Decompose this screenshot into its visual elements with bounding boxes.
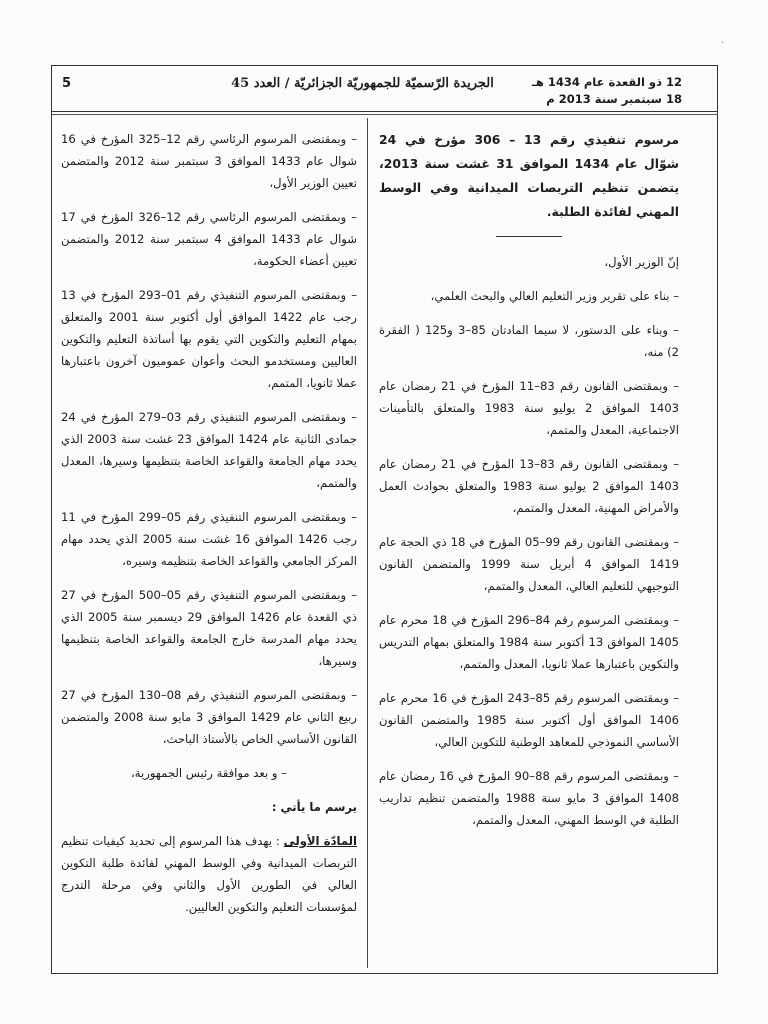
issue-date [522,74,682,108]
preamble-line: – وبمقتضى المرسوم التنفيذي رقم 05–500 المؤرخ في 27 ذي القعدة عام 1426 الموافق 29 ديسمبر سنة 2005 الذي يحدد مهام المدرسة خارج الجامعة والقواعد الخاصة بتنظيمها وسيرها، [61,588,357,668]
article-heading: المادّة الأولى [283,834,358,848]
preamble-line: إنّ الوزير الأول، [604,255,679,269]
decree-formula: يرسم ما يأتي : [271,800,357,814]
decree-title: مرسوم تنفيذي رقم 13 – 306 مؤرخ في 24 شوّال عام 1434 الموافق 31 غشت سنة 2013، يتضمن تنظيم التربصات الميدانية وفي الوسط المهني لفائدة الطلبة. [379,132,680,219]
preamble-line: – وبمقتضى المرسوم الرئاسي رقم 12–325 المؤرخ في 16 شوال عام 1433 الموافق 3 سبتمبر سنة 2012 والمتضمن تعيين الوزير الأول، [61,132,358,190]
gazette-title: الجريدة الرّسميّة للجمهوريّة الجزائريّة / العدد 45 [231,76,494,91]
preamble-line: – وبمقتضى المرسوم التنفيذي رقم 03–279 المؤرخ في 24 جمادى الثانية عام 1424 الموافق 23 غشت سنة 2003 الذي يحدد مهام الجامعة والقواعد الخاصة بتنظيمها وسيرها، المعدل والمتمم، [61,410,358,490]
preamble-line: – وبمقتضى المرسوم الرئاسي رقم 12–326 المؤرخ في 17 شوال عام 1433 الموافق 4 سبتمبر سنة 2012 والمتضمن تعيين أعضاء الحكومة، [61,210,358,268]
column-divider [367,118,368,968]
preamble-line: – وبمقتضى القانون رقم 83–11 المؤرخ في 21 رمضان عام 1403 الموافق 2 يوليو سنة 1983 والمتعلق بالتأمينات الاجتماعية، المعدل والمتمم، [379,379,679,437]
date-hijri: 12 ذو القعدة عام 1434 هـ [531,75,682,89]
preamble-line: – وبمقتضى المرسوم رقم 84–296 المؤرخ في 18 محرم عام 1405 الموافق 13 أكتوبر سنة 1984 والمتعلق بمهام التدريس والتكوين باعتبارها عملا ثانويا، المعدل والمتمم، [379,613,680,671]
header-rule-thin [51,114,718,115]
article-body: : يهدف هذا المرسوم إلى تحديد كيفيات تنظيم التربصات الميدانية وفي الوسط المهني لفائدة طلبة التكوين العالي في الطورين الأول والثاني وفي مرحلة التدرج لمؤسسات التعليم والتكوين العاليين. [61,834,357,914]
approval-line: – و بعد موافقة رئيس الجمهورية، [131,766,287,780]
preamble-line: – وبمقتضى المرسوم التنفيذي رقم 05–299 المؤرخ في 11 رجب 1426 الموافق 16 غشت سنة 2005 الذي يحدد مهام المركز الجامعي والقواعد الخاصة بتنظيمه وسيره، [61,510,358,568]
preamble-line: – وبمقتضى المرسوم رقم 88–90 المؤرخ في 16 رمضان عام 1408 الموافق 3 مايو سنة 1988 والمتضمن تنظيم تداريب الطلبة في الوسط المهني، المعدل والمتمم، [379,769,679,827]
preamble-line: – وبمقتضى القانون رقم 99–05 المؤرخ في 18 ذي الحجة عام 1419 الموافق 4 أبريل سنة 1999 والمتضمن القانون التوجيهي للتعليم العالي، المعدل والمتمم، [379,535,680,593]
left-column [61,128,357,930]
preamble-line: – وبمقتضى المرسوم التنفيذي رقم 08–130 المؤرخ في 27 ربيع الثاني عام 1429 الموافق 3 مايو سنة 2008 والمتضمن القانون الأساسي الخاص بالأستاذ الباحث، [61,688,357,746]
page-number: 5 [62,76,72,91]
preamble-line: – وبمقتضى القانون رقم 83–13 المؤرخ في 21 رمضان عام 1403 الموافق 2 يوليو سنة 1983 والمتعلق بحوادث العمل والأمراض المهنية، المعدل والمتمم، [379,457,679,515]
right-column [379,128,679,843]
preamble-line: – وبناء على الدستور، لا سيما المادتان 85–3 و125 ( الفقرة 2) منه، [379,323,679,359]
scan-mark: · [720,38,724,49]
date-gregorian: 18 سبتمبر سنة 2013 م [546,92,682,106]
preamble-line: – وبمقتضى المرسوم التنفيذي رقم 01–293 المؤرخ في 13 رجب عام 1422 الموافق أول أكتوبر سنة 2001 والمتعلق بمهام التعليم والتكوين التي يقوم بها أساتذة التعليم والتكوين العاليين ومستخدمو البحث وأعوان عموميون آخرون باعتبارها عملا ثانويا، المتمم، [61,288,357,390]
preamble-line: – وبمقتضى المرسوم رقم 85–243 المؤرخ في 16 محرم عام 1406 الموافق أول أكتوبر سنة 1985 والمتضمن القانون الأساسي النموذجي للمعاهد الوطنية للتكوين العالي، [379,691,679,749]
title-separator [496,236,562,237]
preamble-line: – بناء على تقرير وزير التعليم العالي والبحث العلمي، [430,289,679,303]
header-rule [51,111,718,112]
article-one [61,830,357,918]
